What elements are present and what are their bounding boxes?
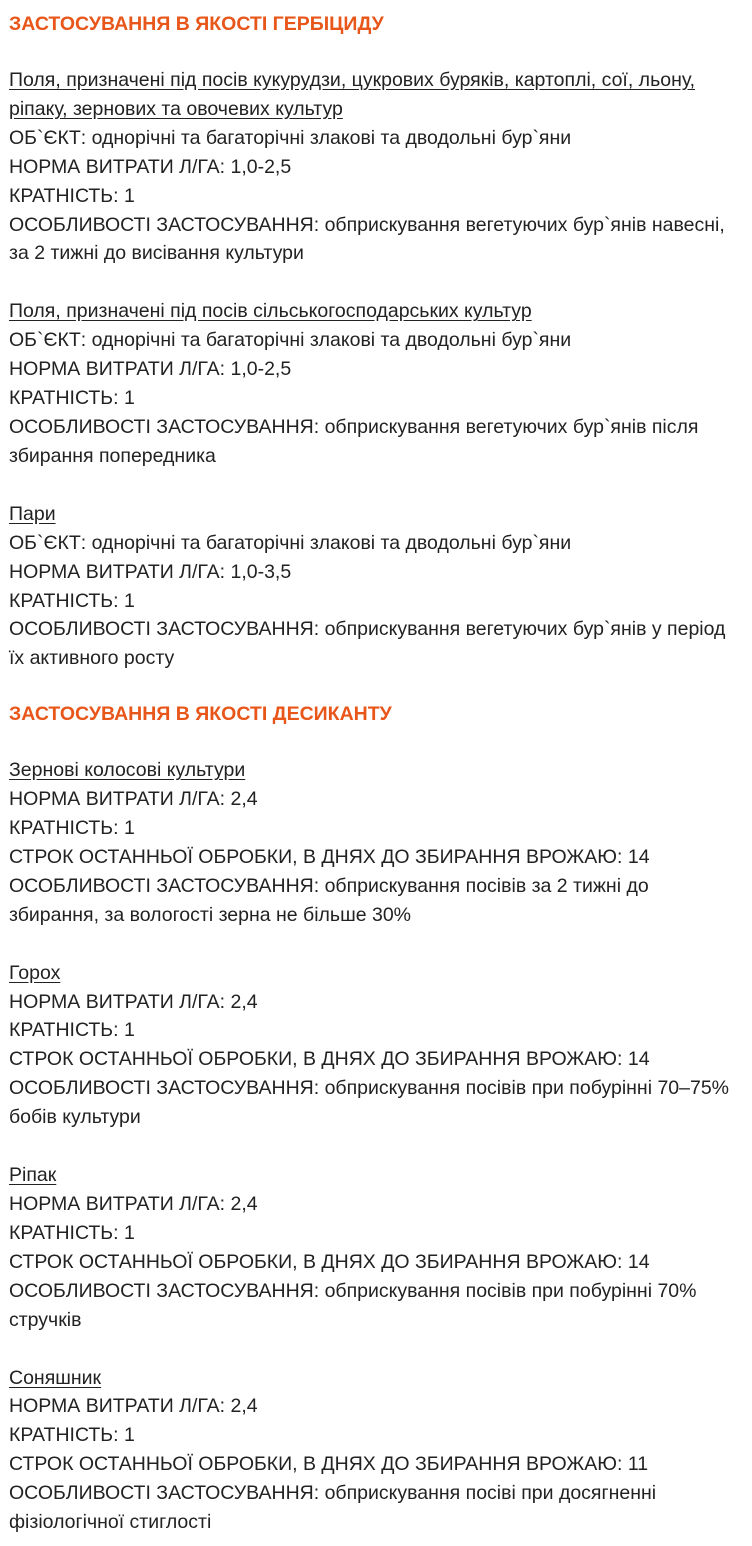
multiplicity-row: [9, 1016, 742, 1045]
last-treatment-value: 14: [627, 845, 650, 868]
crop-link[interactable]: Ріпак: [9, 1164, 57, 1187]
features-row: [9, 413, 742, 471]
desiccant-item: [9, 959, 742, 1132]
multiplicity-label: КРАТНІСТЬ:: [9, 817, 119, 840]
desiccant-item: [9, 1161, 742, 1334]
features-label: ОСОБЛИВОСТІ ЗАСТОСУВАННЯ:: [9, 1279, 320, 1302]
rate-label: НОРМА ВИТРАТИ Л/ГА:: [9, 1395, 226, 1418]
multiplicity-value: 1: [123, 589, 135, 612]
object-value: однорічні та багаторічні злакові та дводольні бур`яни: [91, 329, 572, 352]
crop-link[interactable]: Пари: [9, 502, 56, 525]
crop-link[interactable]: Поля, призначені під посів кукурудзи, цукрових буряків, картоплі, сої, льону, ріпаку, зернових та овочевих культур: [9, 69, 696, 120]
multiplicity-row: [9, 587, 742, 616]
rate-row: [9, 785, 742, 814]
last-treatment-row: [9, 1450, 742, 1479]
multiplicity-label: КРАТНІСТЬ:: [9, 589, 119, 612]
rate-label: НОРМА ВИТРАТИ Л/ГА:: [9, 788, 226, 811]
last-treatment-row: [9, 1248, 742, 1277]
features-value: обприскування вегетуючих бур`янів навесні, за 2 тижні до висівання культури: [9, 213, 725, 265]
multiplicity-label: КРАТНІСТЬ:: [9, 184, 119, 207]
rate-row: [9, 558, 742, 587]
object-row: [9, 529, 742, 558]
multiplicity-value: 1: [123, 1424, 135, 1447]
rate-value: 1,0-2,5: [230, 155, 292, 178]
last-treatment-value: 14: [627, 1250, 650, 1273]
object-value: однорічні та багаторічні злакові та дводольні бур`яни: [91, 531, 572, 554]
multiplicity-row: [9, 182, 742, 211]
features-row: [9, 615, 742, 673]
multiplicity-row: [9, 1219, 742, 1248]
rate-value: 2,4: [230, 1395, 258, 1418]
last-treatment-row: [9, 843, 742, 872]
rate-row: [9, 153, 742, 182]
object-value: однорічні та багаторічні злакові та дводольні бур`яни: [91, 126, 572, 149]
features-value: обприскування посіві при досягненні фізіологічної стиглості: [9, 1482, 657, 1534]
herbicide-item: [9, 66, 742, 268]
rate-row: [9, 355, 742, 384]
rate-value: 1,0-2,5: [230, 358, 292, 381]
features-label: ОСОБЛИВОСТІ ЗАСТОСУВАННЯ:: [9, 1482, 320, 1505]
multiplicity-label: КРАТНІСТЬ:: [9, 387, 119, 410]
features-label: ОСОБЛИВОСТІ ЗАСТОСУВАННЯ:: [9, 874, 320, 897]
rate-value: 2,4: [230, 990, 258, 1013]
rate-label: НОРМА ВИТРАТИ Л/ГА:: [9, 358, 226, 381]
features-value: обприскування посівів за 2 тижні до збирання, за вологості зерна не більше 30%: [9, 874, 649, 926]
object-row: [9, 326, 742, 355]
features-row: [9, 1479, 742, 1537]
multiplicity-value: 1: [123, 387, 135, 410]
object-label: ОБ`ЄКТ:: [9, 126, 87, 149]
herbicide-item: [9, 297, 742, 470]
features-label: ОСОБЛИВОСТІ ЗАСТОСУВАННЯ:: [9, 1077, 320, 1100]
multiplicity-value: 1: [123, 1019, 135, 1042]
crop-link[interactable]: Горох: [9, 961, 61, 984]
features-label: ОСОБЛИВОСТІ ЗАСТОСУВАННЯ:: [9, 618, 320, 641]
rate-label: НОРМА ВИТРАТИ Л/ГА:: [9, 1193, 226, 1215]
rate-row: [9, 1392, 742, 1421]
multiplicity-value: 1: [123, 184, 135, 207]
desiccant-item: [9, 1364, 742, 1537]
features-value: обприскування вегетуючих бур`янів після збирання попередника: [9, 415, 699, 467]
multiplicity-row: [9, 814, 742, 843]
rate-row: [9, 988, 742, 1017]
last-treatment-label: СТРОК ОСТАННЬОЇ ОБРОБКИ, В ДНЯХ ДО ЗБИРАННЯ ВРОЖАЮ:: [9, 1048, 623, 1071]
features-label: ОСОБЛИВОСТІ ЗАСТОСУВАННЯ:: [9, 213, 320, 236]
features-value: обприскування вегетуючих бур`янів у період їх активного росту: [9, 618, 726, 670]
herbicide-item: [9, 500, 742, 673]
multiplicity-label: КРАТНІСТЬ:: [9, 1019, 119, 1042]
features-value: обприскування посівів при побурінні 70% стручків: [9, 1279, 697, 1331]
multiplicity-label: КРАТНІСТЬ:: [9, 1221, 119, 1244]
multiplicity-value: 1: [123, 1221, 135, 1244]
rate-label: НОРМА ВИТРАТИ Л/ГА:: [9, 560, 226, 583]
rate-row: [9, 1190, 742, 1219]
multiplicity-row: [9, 384, 742, 413]
features-row: [9, 211, 742, 269]
rate-label: НОРМА ВИТРАТИ Л/ГА:: [9, 990, 226, 1013]
last-treatment-row: [9, 1045, 742, 1074]
desiccant-item: [9, 756, 742, 929]
crop-link[interactable]: Соняшник: [9, 1366, 102, 1389]
desiccant-section-title: ЗАСТОСУВАННЯ В ЯКОСТІ ДЕСИКАНТУ: [9, 703, 392, 726]
features-row: [9, 1277, 742, 1335]
features-label: ОСОБЛИВОСТІ ЗАСТОСУВАННЯ:: [9, 415, 320, 438]
object-label: ОБ`ЄКТ:: [9, 531, 87, 554]
rate-value: 2,4: [230, 788, 258, 811]
rate-label: НОРМА ВИТРАТИ Л/ГА:: [9, 155, 226, 178]
object-label: ОБ`ЄКТ:: [9, 329, 87, 352]
rate-value: 1,0-3,5: [230, 560, 292, 583]
object-row: [9, 124, 742, 153]
features-row: [9, 1074, 742, 1132]
rate-value: 2,4: [230, 1193, 258, 1215]
features-value: обприскування посівів при побурінні 70–75% бобів культури: [9, 1077, 730, 1129]
features-row: [9, 872, 742, 930]
multiplicity-value: 1: [123, 817, 135, 840]
last-treatment-value: 14: [627, 1048, 650, 1071]
crop-link[interactable]: Зернові колосові культури: [9, 759, 246, 782]
herbicide-section-title: ЗАСТОСУВАННЯ В ЯКОСТІ ГЕРБІЦИДУ: [9, 13, 384, 35]
multiplicity-label: КРАТНІСТЬ:: [9, 1424, 119, 1447]
last-treatment-label: СТРОК ОСТАННЬОЇ ОБРОБКИ, В ДНЯХ ДО ЗБИРАННЯ ВРОЖАЮ:: [9, 1453, 623, 1476]
crop-link[interactable]: Поля, призначені під посів сільськогосподарських культур: [9, 300, 532, 323]
multiplicity-row: [9, 1421, 742, 1450]
last-treatment-value: 11: [627, 1453, 649, 1476]
last-treatment-label: СТРОК ОСТАННЬОЇ ОБРОБКИ, В ДНЯХ ДО ЗБИРАННЯ ВРОЖАЮ:: [9, 1250, 623, 1273]
last-treatment-label: СТРОК ОСТАННЬОЇ ОБРОБКИ, В ДНЯХ ДО ЗБИРАННЯ ВРОЖАЮ:: [9, 845, 623, 868]
